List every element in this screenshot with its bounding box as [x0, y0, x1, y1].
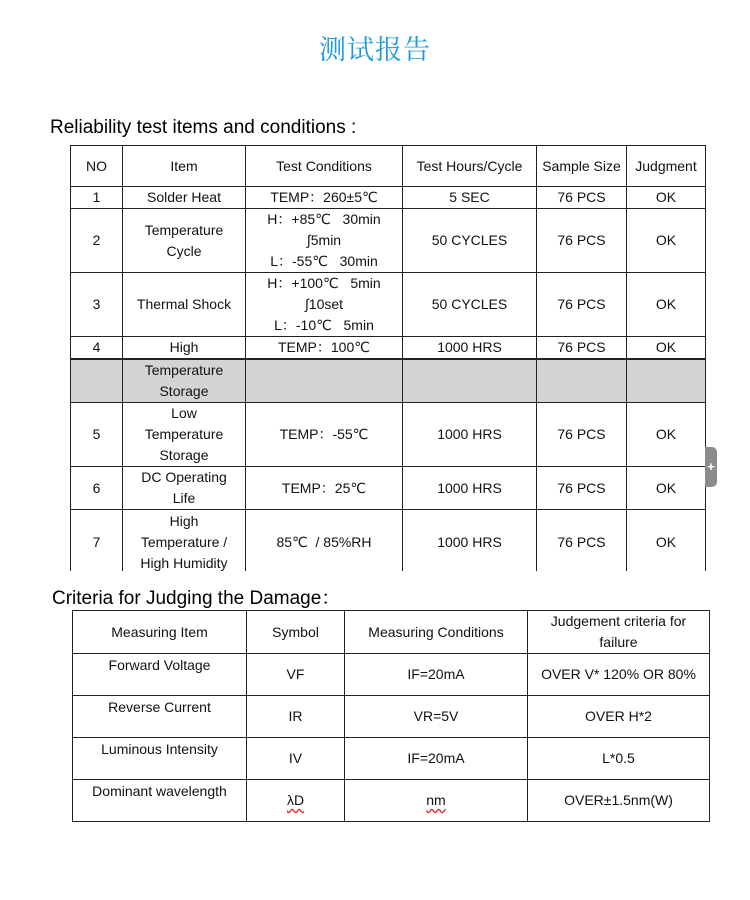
row-size: 76 PCS — [537, 403, 627, 467]
row-size: 76 PCS — [537, 209, 627, 273]
measuring-item: Reverse Current — [73, 696, 247, 738]
header-cell: NO — [71, 146, 123, 187]
row-item — [123, 337, 246, 360]
table-row — [71, 337, 706, 360]
symbol-text: λD — [286, 792, 305, 808]
row-conditions — [246, 359, 403, 403]
header-cell: Measuring Conditions — [345, 611, 528, 654]
row-judgment: OK — [627, 403, 706, 467]
header-cell: Measuring Item — [73, 611, 247, 654]
table-row — [71, 403, 706, 467]
row-hours: 50 CYCLES — [403, 209, 537, 273]
row-no: 2 — [71, 209, 123, 273]
table-row — [71, 209, 706, 273]
measuring-item: Forward Voltage — [73, 654, 247, 696]
row-judgment: OK — [627, 209, 706, 273]
table-header-row — [71, 146, 706, 187]
page-title: 测试报告 — [319, 35, 431, 66]
row-size: 76 PCS — [537, 337, 627, 360]
symbol — [247, 780, 345, 822]
cond-line: TEMP：-55℃ — [279, 426, 369, 442]
cond-line: 85℃ / 85%RH — [276, 534, 372, 550]
row-item — [123, 273, 246, 337]
row-size: 76 PCS — [537, 510, 627, 576]
table-row — [71, 187, 706, 209]
item-line: High — [169, 339, 199, 355]
table-cutoff — [70, 571, 710, 579]
reliability-table — [70, 145, 706, 576]
header-cell: Item — [123, 146, 246, 187]
row-item — [123, 359, 246, 403]
failure-criteria: OVER±1.5nm(W) — [528, 780, 710, 822]
condition-text: nm — [426, 792, 446, 808]
cond-line: H：+85℃ 30min — [267, 211, 381, 227]
table-header-row — [73, 611, 710, 654]
item-line: Life — [172, 490, 196, 506]
row-hours: 50 CYCLES — [403, 273, 537, 337]
item-line: Storage — [159, 383, 209, 399]
item-line: Solder Heat — [147, 189, 221, 205]
row-hours: 1000 HRS — [403, 510, 537, 576]
criteria-table — [72, 610, 710, 822]
item-line: Temperature — [144, 362, 224, 378]
row-no — [71, 359, 123, 403]
item-line: Storage — [159, 447, 209, 463]
row-size — [537, 359, 627, 403]
item-line: Temperature — [144, 221, 224, 238]
header-cell: Symbol — [247, 611, 345, 654]
measuring-condition: IF=20mA — [345, 654, 528, 696]
row-no: 4 — [71, 337, 123, 360]
criteria-heading: Criteria for Judging the Damage： — [52, 588, 341, 609]
table-row — [71, 510, 706, 576]
item-line: High — [169, 513, 199, 529]
row-judgment: OK — [627, 337, 706, 360]
cond-line: ∫5min — [306, 232, 342, 248]
row-item — [123, 209, 246, 273]
row-no: 3 — [71, 273, 123, 337]
cond-line: L：-10℃ 5min — [274, 317, 374, 333]
row-no: 6 — [71, 467, 123, 510]
header-cell: Judgement criteria for failure — [528, 611, 710, 654]
table-row — [73, 696, 710, 738]
failure-criteria: OVER H*2 — [528, 696, 710, 738]
cond-line: TEMP：100℃ — [278, 339, 370, 355]
cond-line: TEMP：25℃ — [281, 479, 367, 496]
item-line: Thermal Shock — [136, 296, 232, 312]
row-item — [123, 510, 246, 576]
row-conditions — [246, 209, 403, 273]
table-row — [71, 467, 706, 510]
row-no: 7 — [71, 510, 123, 576]
row-hours: 5 SEC — [403, 187, 537, 209]
row-judgment: OK — [627, 187, 706, 209]
row-hours: 1000 HRS — [403, 337, 537, 360]
item-line: DC Operating — [141, 469, 227, 485]
header-cell: Sample Size — [537, 146, 627, 187]
row-judgment — [627, 359, 706, 403]
symbol: IR — [247, 696, 345, 738]
row-hours: 1000 HRS — [403, 403, 537, 467]
table-row — [71, 273, 706, 337]
measuring-condition — [345, 780, 528, 822]
measuring-condition: IF=20mA — [345, 738, 528, 780]
header-cell: Judgment — [627, 146, 706, 187]
item-line: Temperature / — [140, 534, 228, 550]
table-row — [73, 780, 710, 822]
item-line: High Humidity — [140, 555, 228, 571]
row-judgment: OK — [627, 510, 706, 576]
row-no: 5 — [71, 403, 123, 467]
row-hours: 1000 HRS — [403, 467, 537, 510]
row-no: 1 — [71, 187, 123, 209]
row-item — [123, 467, 246, 510]
row-hours — [403, 359, 537, 403]
row-size: 76 PCS — [537, 187, 627, 209]
cond-line: TEMP：260±5℃ — [270, 189, 378, 205]
row-size: 76 PCS — [537, 467, 627, 510]
measuring-item: Luminous Intensity — [73, 738, 247, 780]
symbol: IV — [247, 738, 345, 780]
header-cell: Test Conditions — [246, 146, 403, 187]
failure-criteria: OVER V* 120% OR 80% — [528, 654, 710, 696]
row-conditions — [246, 273, 403, 337]
row-judgment: OK — [627, 273, 706, 337]
measuring-condition: VR=5V — [345, 696, 528, 738]
row-item — [123, 187, 246, 209]
row-size: 76 PCS — [537, 273, 627, 337]
reliability-heading: Reliability test items and conditions : — [50, 117, 357, 138]
row-conditions — [246, 337, 403, 360]
item-line: Cycle — [166, 242, 202, 259]
side-expand-tab[interactable]: + — [705, 447, 717, 487]
row-conditions — [246, 510, 403, 576]
symbol: VF — [247, 654, 345, 696]
cond-line: L：-55℃ 30min — [270, 253, 378, 269]
table-row — [73, 738, 710, 780]
row-conditions — [246, 403, 403, 467]
cond-line: H：+100℃ 5min — [267, 275, 381, 291]
row-judgment: OK — [627, 467, 706, 510]
header-cell: Test Hours/Cycle — [403, 146, 537, 187]
measuring-item: Dominant wavelength — [73, 780, 247, 822]
row-conditions — [246, 467, 403, 510]
item-line: Temperature — [144, 426, 224, 442]
cond-line: ∫10set — [304, 296, 344, 312]
table-row — [71, 359, 706, 403]
table-row — [73, 654, 710, 696]
item-line: Low — [171, 405, 197, 421]
row-item — [123, 403, 246, 467]
row-conditions — [246, 187, 403, 209]
failure-criteria: L*0.5 — [528, 738, 710, 780]
